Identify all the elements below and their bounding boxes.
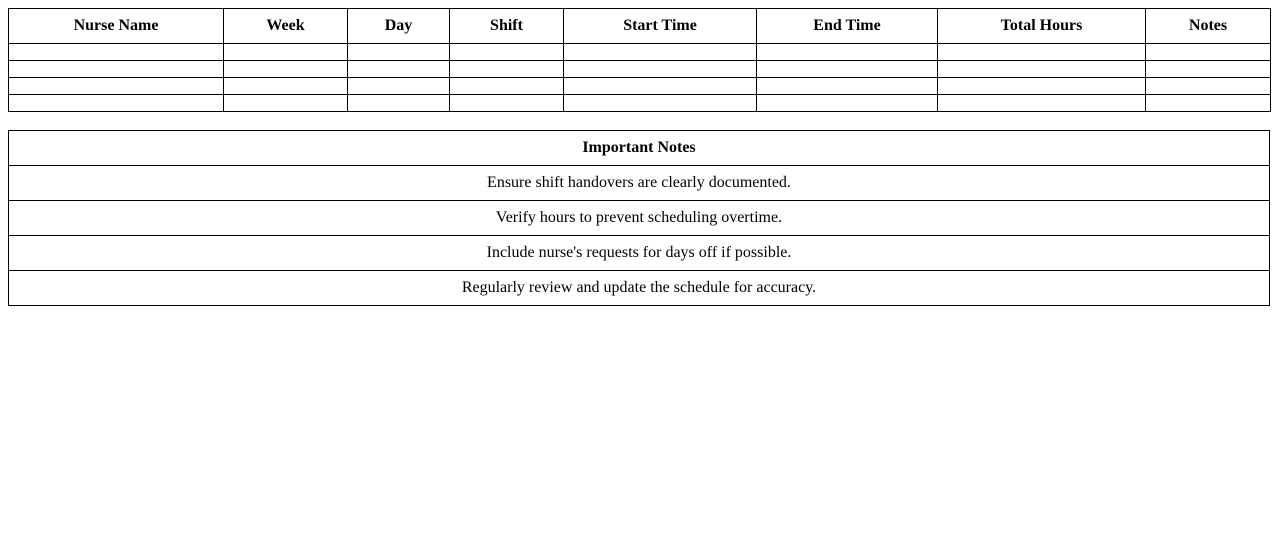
table-cell[interactable] [9,95,224,112]
column-header-week: Week [224,9,348,44]
note-item: Regularly review and update the schedule for accuracy. [9,271,1270,306]
table-row [9,44,1271,61]
schedule-table [8,8,1271,112]
table-cell[interactable] [9,44,224,61]
table-cell[interactable] [450,44,564,61]
table-cell[interactable] [938,44,1146,61]
table-row [9,61,1271,78]
table-row [9,78,1271,95]
note-row [9,271,1270,306]
table-cell[interactable] [224,44,348,61]
table-cell[interactable] [1146,61,1271,78]
table-cell[interactable] [224,95,348,112]
column-header-total-hours: Total Hours [938,9,1146,44]
table-cell[interactable] [938,61,1146,78]
table-cell[interactable] [9,78,224,95]
table-cell[interactable] [1146,78,1271,95]
table-cell[interactable] [757,78,938,95]
table-cell[interactable] [450,78,564,95]
table-cell[interactable] [450,61,564,78]
table-cell[interactable] [224,61,348,78]
table-cell[interactable] [938,95,1146,112]
table-cell[interactable] [938,78,1146,95]
important-notes-table [8,130,1270,306]
table-row [9,95,1271,112]
table-cell[interactable] [757,95,938,112]
note-row [9,166,1270,201]
table-cell[interactable] [348,61,450,78]
column-header-nurse-name: Nurse Name [9,9,224,44]
note-row [9,236,1270,271]
table-cell[interactable] [450,95,564,112]
table-cell[interactable] [348,78,450,95]
table-cell[interactable] [757,61,938,78]
schedule-header-row [9,9,1271,44]
table-cell[interactable] [564,44,757,61]
table-cell[interactable] [564,61,757,78]
note-row [9,201,1270,236]
table-cell[interactable] [757,44,938,61]
column-header-shift: Shift [450,9,564,44]
table-cell[interactable] [1146,95,1271,112]
table-cell[interactable] [564,95,757,112]
column-header-start-time: Start Time [564,9,757,44]
column-header-end-time: End Time [757,9,938,44]
note-item: Include nurse's requests for days off if possible. [9,236,1270,271]
notes-header-row [9,131,1270,166]
table-cell[interactable] [1146,44,1271,61]
important-notes-title: Important Notes [9,131,1270,166]
table-cell[interactable] [348,95,450,112]
column-header-day: Day [348,9,450,44]
table-cell[interactable] [224,78,348,95]
table-cell[interactable] [348,44,450,61]
table-cell[interactable] [9,61,224,78]
note-item: Ensure shift handovers are clearly documented. [9,166,1270,201]
note-item: Verify hours to prevent scheduling overtime. [9,201,1270,236]
table-cell[interactable] [564,78,757,95]
column-header-notes: Notes [1146,9,1271,44]
